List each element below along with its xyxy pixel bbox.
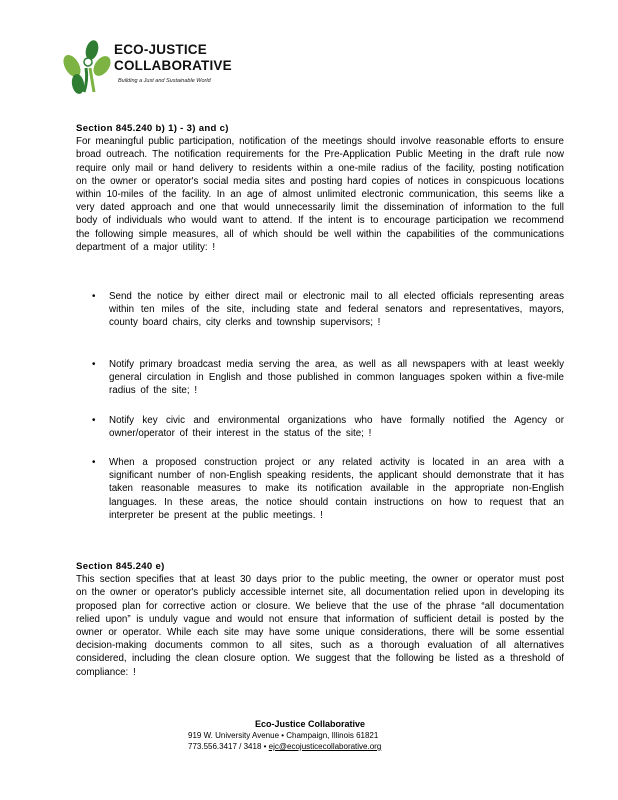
- section-2-heading: Section 845.240 e): [76, 561, 165, 572]
- section-1: [76, 122, 564, 254]
- list-item-text: Notify key civic and environmental organizations who have formally notified the Agency or owner/operator of their interest in the status of the site; !: [109, 415, 564, 440]
- leaf-people-icon: [62, 36, 114, 100]
- footer-phone: 773.556.3417 / 3418 •: [188, 742, 267, 751]
- org-name-line1: ECO-JUSTICE: [114, 42, 207, 57]
- bullet-icon: •: [92, 415, 96, 426]
- bullet-icon: •: [92, 457, 96, 468]
- footer-contact: [180, 741, 440, 752]
- section-2: [76, 560, 564, 679]
- list-item-text: Send the notice by either direct mail or electronic mail to all elected officials representing areas within ten miles of the site, including state and federal senators and representatives, mayors, county board chairs, city clerks and township supervisors; !: [109, 291, 564, 329]
- footer-email-link[interactable]: ejc@ecojusticecollaborative.org: [268, 742, 382, 751]
- bullet-icon: •: [92, 291, 96, 302]
- page-footer: [180, 719, 440, 752]
- org-logo: [62, 36, 302, 100]
- section-1-body: For meaningful public participation, notification of the meetings should involve reasonable efforts to ensure broad outreach. The notification requirements for the Pre-Application Public Meeting in the draft rule now require only mail or hand delivery to residents within a one-mile radius of the facility, posting notification on the owner or operator's social media sites and posting hard copies of notices in conspicuous locations within 10-miles of the facility. In an age of almost unlimited electronic communication, this seems like a very dated approach and one that would unnecessarily limit the dissemination of information to the full body of individuals who would want to attend. If the intent is to encourage participation we recommend the following simple measures, all of which should be well within the capabilities of the communications department of a major utility: !: [76, 136, 564, 253]
- footer-org: Eco-Justice Collaborative: [254, 719, 366, 729]
- list-item-text: Notify primary broadcast media serving the area, as well as all newspapers with at least weekly general circulation in English and those published in common languages spoken within a five-mile radius of the site; !: [109, 359, 564, 397]
- list-item-text: When a proposed construction project or any related activity is located in an area with a significant number of non-English speaking residents, the applicant should demonstrate that it has taken reasonable measures to make its notification available in the appropriate non-English languages. In these areas, the notice should contain instructions on how to request that an interpreter be present at the public meetings. !: [109, 457, 564, 521]
- org-name-line2: COLLABORATIVE: [114, 58, 232, 73]
- org-tagline: Building a Just and Sustainable World: [118, 78, 211, 84]
- footer-address: 919 W. University Avenue • Champaign, Illinois 61821: [188, 731, 379, 740]
- section-1-heading: Section 845.240 b) 1) - 3) and c): [76, 123, 229, 134]
- bullet-icon: •: [92, 359, 96, 370]
- section-2-body: This section specifies that at least 30 days prior to the public meeting, the owner or operator must post on the owner or operator's publicly accessible internet site, all documentation relied upon in developing its proposed plan for corrective action or closure. We believe that the use of the phrase “all documentation relied upon” is unduly vague and would not ensure that information of sufficient detail is posted by the owner or operator. While each site may have some unique considerations, there will be some essential decision-making documents common to all sites, such as a thorough evaluation of all alternatives considered, including the clean closure option. We suggest that the following be listed as a threshold of compliance: !: [76, 574, 564, 678]
